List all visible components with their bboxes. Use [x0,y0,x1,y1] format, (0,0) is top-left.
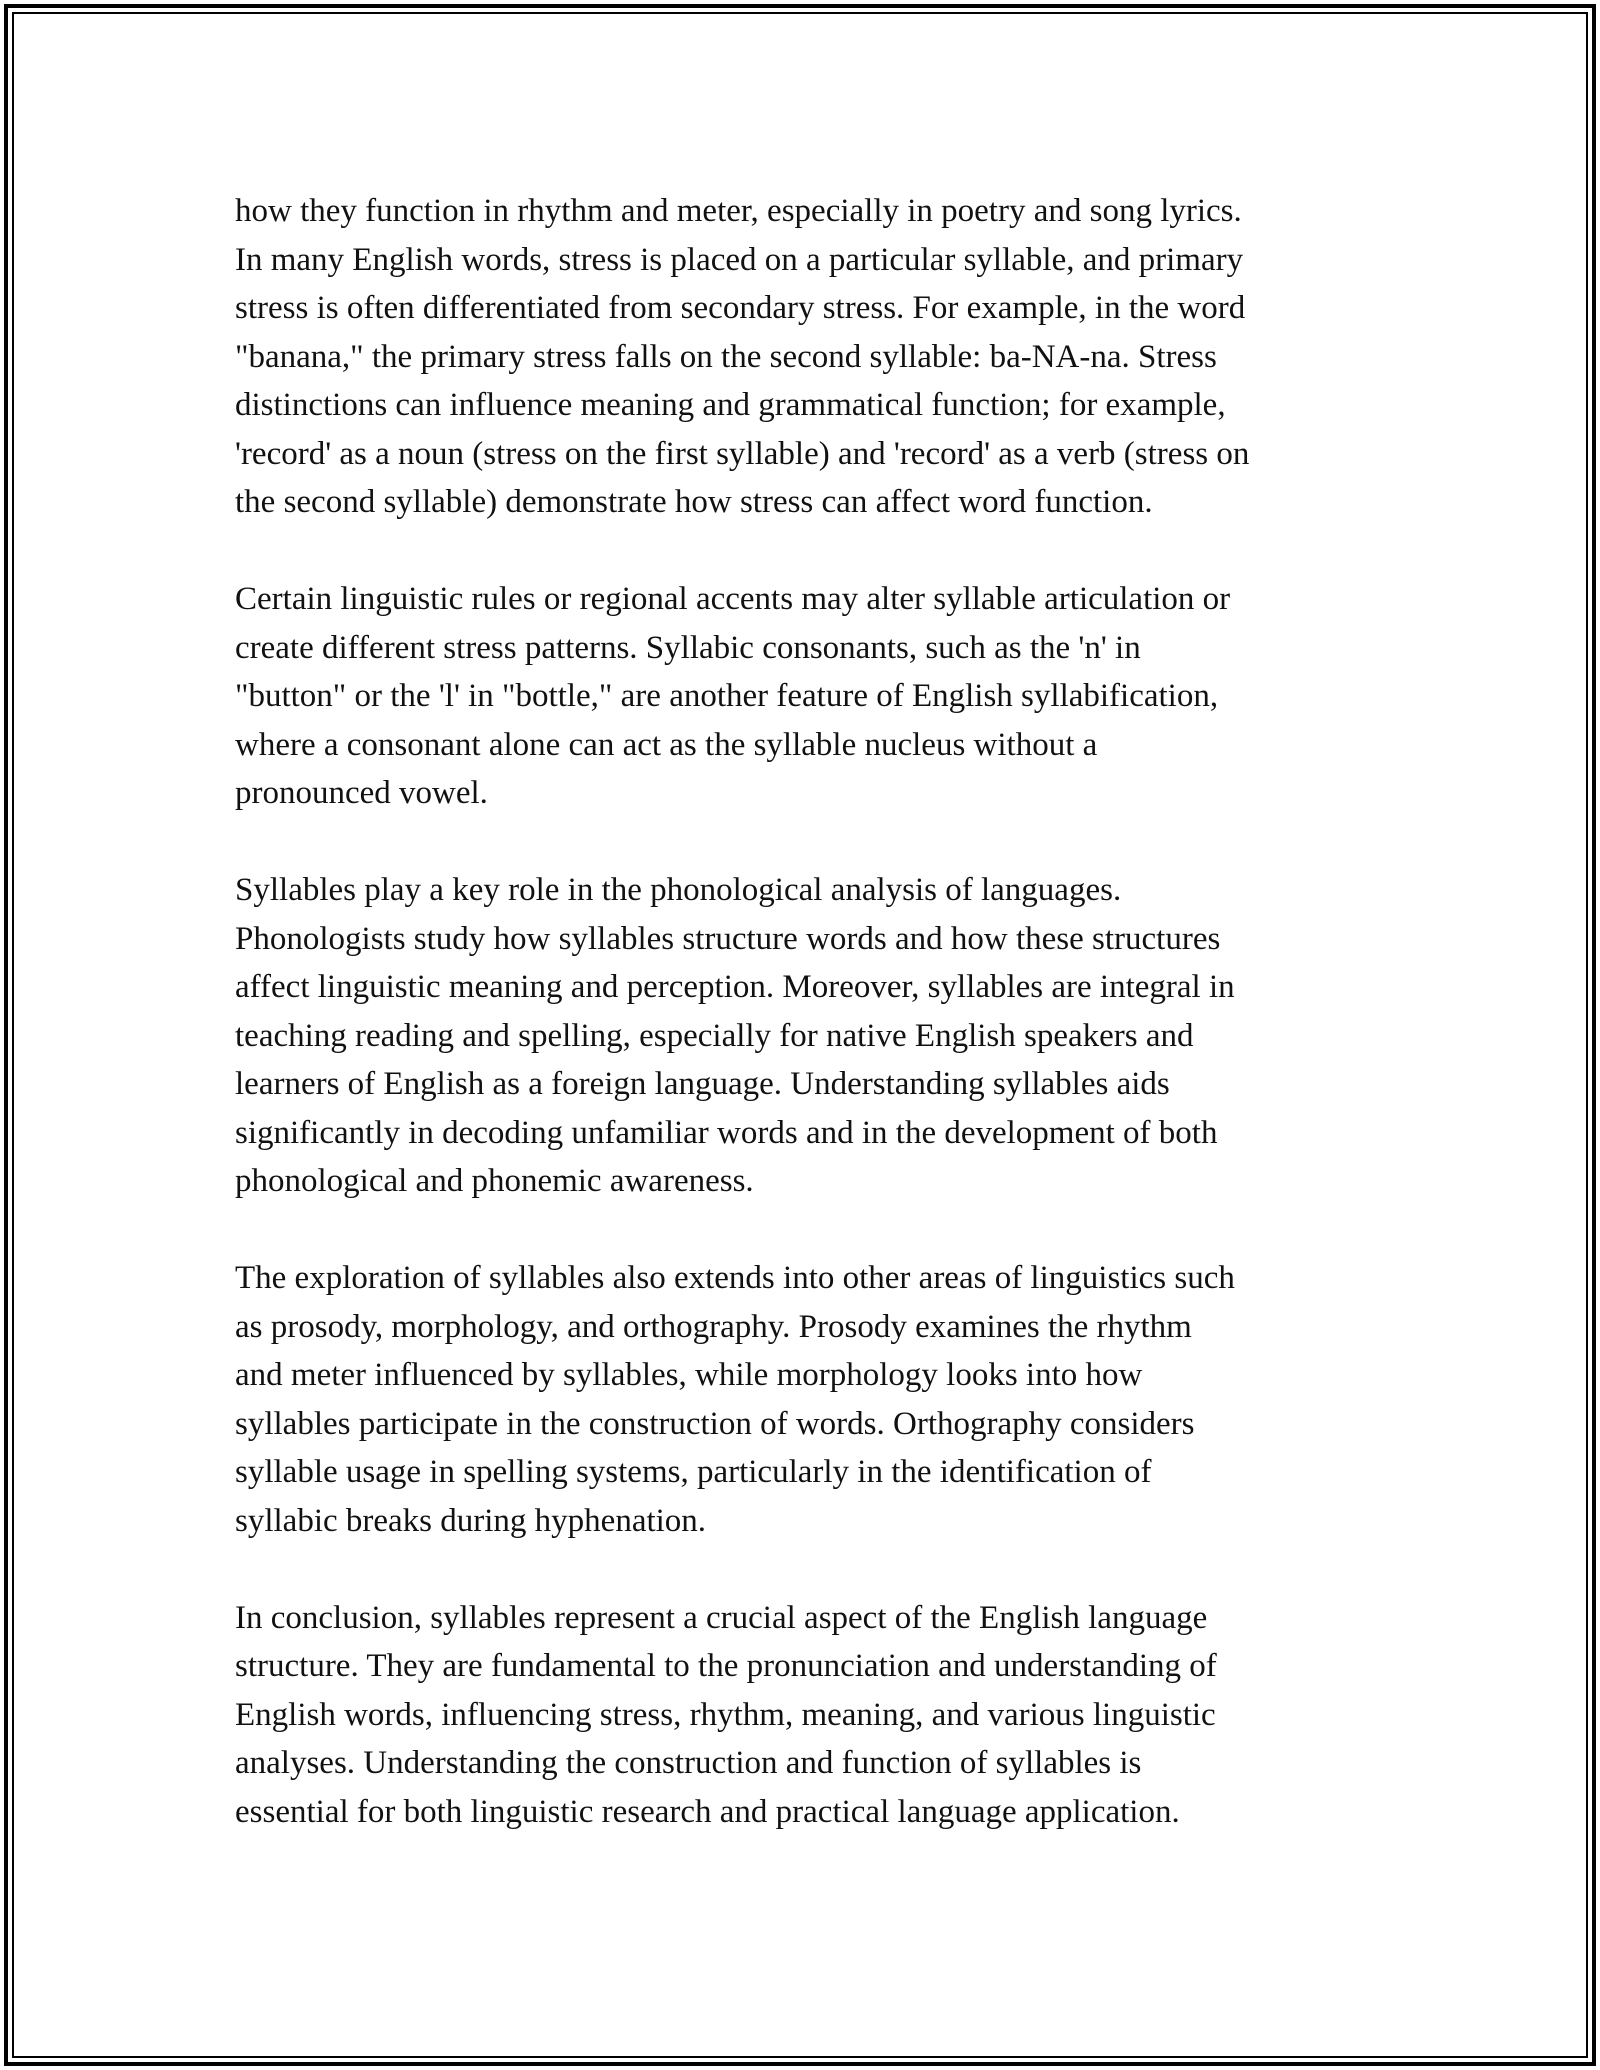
document-body [235,187,1375,1885]
paragraph-stress: how they function in rhythm and meter, especially in poetry and song lyrics. In many English words, stress is placed on a particular syllable, and primary stress is often differentiated from secondary stress. For example, in the word "banana," the primary stress falls on the second syllable: ba-NA-na. Stress distinctions can influence meaning and grammatical function; for example, 'record' as a noun (stress on the first syllable) and 'record' as a verb (stress on the second syllable) demonstrate how stress can affect word function. [235,193,1250,520]
paragraph-syllabic-consonants: Certain linguistic rules or regional accents may alter syllable articulation or create different stress patterns. Syllabic consonants, such as the 'n' in "button" or the 'l' in "bottle," are another feature of English syllabification, where a consonant alone can act as the syllable nucleus without a pronounced vowel. [235,581,1231,811]
paragraph-conclusion: In conclusion, syllables represent a crucial aspect of the English language structure. They are fundamental to the pronunciation and understanding of English words, influencing stress, rhythm, meaning, and various linguistic analyses. Understanding the construction and function of syllables is essential for both linguistic research and practical language application. [235,1599,1217,1830]
paragraph-phonological-analysis: Syllables play a key role in the phonological analysis of languages. Phonologists study how syllables structure words and how these structures affect linguistic meaning and perception. Moreover, syllables are integral in teaching reading and spelling, especially for native English speakers and learners of English as a foreign language. Understanding syllables aids significantly in decoding unfamiliar words and in the development of both phonological and phonemic awareness. [235,872,1235,1199]
paragraph-linguistic-areas: The exploration of syllables also extends into other areas of linguistics such as prosody, morphology, and orthography. Prosody examines the rhythm and meter influenced by syllables, while morphology looks into how syllables participate in the construction of words. Orthography considers syllable usage in spelling systems, particularly in the identification of syllabic breaks during hyphenation. [235,1260,1235,1539]
